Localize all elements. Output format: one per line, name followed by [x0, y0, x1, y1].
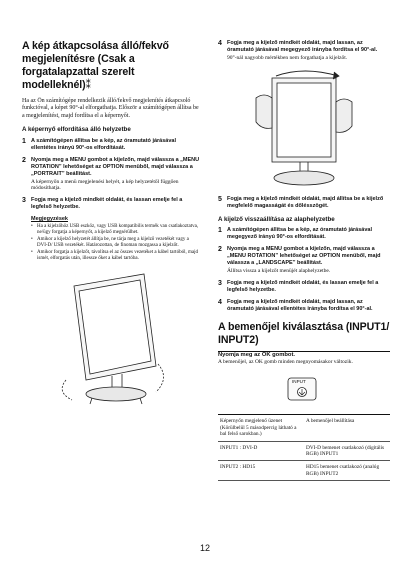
step-4: 4 Fogja meg a kijelző mindkét oldalát, majd lassan, az óramutató járásával megegyező irányba fordítsa el 90°-al. 90°-nál nagyobb mértékben nem forgathatja a kijelzőt. [218, 40, 390, 62]
note-item: • Ha a kijelzőhöz USB eszköz, vagy USB kompatibilis termék van csatlakoztatva, ne/ügy forgatja a képernyőt, a kijelző megsérülhet. [31, 224, 200, 236]
notes-heading: Megjegyzések [31, 215, 68, 222]
table-row [218, 461, 390, 481]
reset-step-1: 1 A számítógépen állítsa be a kép, az óramutató járásával megegyező irányú 90°-os elfordítását. [218, 227, 372, 241]
step-1: 1 A számítógépen állítsa be a kép, az óramutató járásával ellentétes irányú 90°-os elfordítását. [22, 137, 176, 151]
reset-step-2-note: Állítsa vissza a kijelzőt menüjét alaphelyzetbe. [227, 268, 331, 275]
rotation-section-title: A kép átkapcsolása álló/fekvő megjelenítésre (Csak a forgatalapzattal szerelt modelleknél)⁑ [22, 40, 169, 91]
asterism-marker: ⁑ [85, 79, 91, 91]
rotation-intro: Ha az Ön számítógépe rendelkezik álló/fekvő megjelenítés átkapcsoló funkcióval, a képet 90°-al elforgathatja. Először a számítógépen állítsa be a megjelenítést, majd fordítsa el a képernyőt. [22, 98, 199, 119]
table-cell: DVI-D bemenet csatlakozó (digitális RGB) INPUT1 [304, 441, 390, 461]
input-table [218, 414, 390, 481]
step-4-note: 90°-nál nagyobb mértékben nem forgathatja a kijelzőt. [227, 55, 348, 61]
table-cell: INPUT1 : DVI-D [218, 441, 304, 461]
input-button-label: INPUT [292, 379, 306, 385]
table-cell: HD15 bemenet csatlakozó (analóg RGB) INPUT2 [304, 461, 390, 481]
table-cell: INPUT2 : HD15 [218, 461, 304, 481]
step-5: 5 Fogja meg a kijelző mindkét oldalát, majd állítsa be a kijelző megfelelő magasságát és dőlésszögét. [218, 195, 384, 209]
monitor-raise-drawing [52, 268, 172, 408]
monitor-raise-illustration [52, 268, 172, 408]
input-button-drawing [282, 370, 322, 404]
step-3: 3 Fogja meg a kijelző mindkét oldalát, és lassan emelje fel a legfelső helyzetbe. [22, 196, 183, 210]
right-column [218, 40, 390, 481]
reset-step-3: 3 Fogja meg a kijelző mindkét oldalát, és lassan emelje fel a legfelső helyzetbe. [218, 279, 379, 293]
notes-list [31, 224, 200, 262]
ok-heading: Nyomja meg az OK gombot. [218, 351, 295, 358]
note-item: • Amikor a kijelző helyzetét állítja be, ne tárja meg a kijelző vezetékét vagy a DVI-D/ USB vezetékét. Határozottan, de finoman mozgassa a kijelzőt. [31, 237, 200, 249]
note-item: • Amikor forgatja a kijelzőt, távolítsa el az összes vezetéket a kábel tartóból, majd ismét, elforgatás után, illessze őket a kábel tartóba. [31, 250, 200, 262]
monitor-rotate-drawing [242, 68, 372, 188]
reset-step-4: 4 Fogja meg a kijelző mindkét oldalát, majd lassan, az óramutató járásával ellentétes irányba fordítsa el 90°-al. [218, 298, 373, 312]
input-ok-button-illustration [282, 370, 322, 404]
left-column [22, 40, 200, 408]
monitor-rotate-illustration [242, 68, 372, 188]
step-2-note: A képernyőn a menü megjelenési helyét, a kép helyzetétől függően módosíthatja. [31, 178, 179, 192]
table-row [218, 415, 390, 441]
page-number: 12 [199, 543, 210, 553]
table-row [218, 441, 390, 461]
input-section-title: A bemenőjel kiválasztása (INPUT1/ INPUT2) [218, 321, 390, 352]
portrait-subheading: A képernyő elfordítása álló helyzetbe [22, 126, 131, 134]
table-cell: Képernyőn megjelenő üzenet (Körülbelül 5 másodpercig látható a bal felső sarokban.) [218, 415, 304, 441]
reset-step-2: 2 Nyomja meg a MENU gombot a kijelzőn, majd válassza a „MENU ROTATION” lehetőséget az OPTION menüből, majd válassza a „LANDSCAPE” beállítást. Állítsa vissza a kijelzőt menüjét alaphelyzetbe. [218, 246, 390, 275]
landscape-subheading: A kijelző visszaállítása az alaphelyzetbe [218, 215, 335, 223]
step-2: 2 Nyomja meg a MENU gombot a kijelzőn, majd válassza a „MENU ROTATION” lehetőséget az OPTION menüből, majd válassza a „PORTRAIT” beállítást. A képernyőn a menü megjelenési helyét, a kép helyzetétől függően módosíthatja. [22, 156, 200, 192]
ok-text: A bemenőjel, az OK gomb minden megnyomásakor változik. [218, 358, 353, 365]
table-cell: A bemenőjel beállítása [304, 415, 390, 441]
